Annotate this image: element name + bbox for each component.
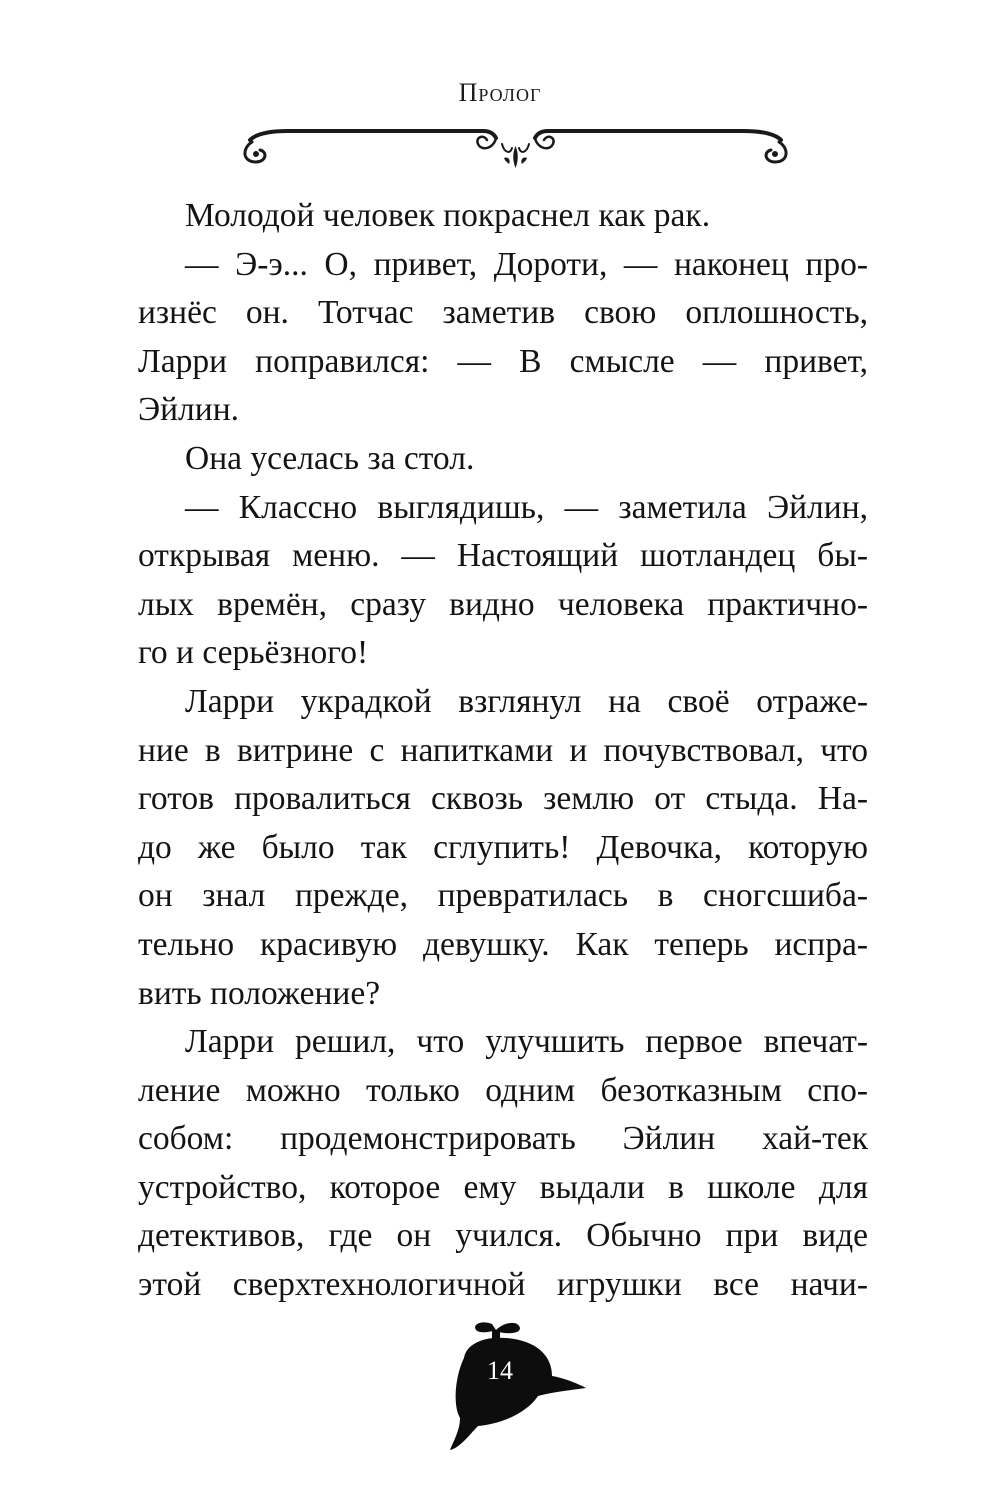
text-line: Ларри решил, что улучшить первое впечат- — [185, 1023, 868, 1061]
text-line: Она уселась за стол. — [185, 439, 475, 477]
text-line: готов провалиться сквозь землю от стыда. На- — [138, 780, 868, 818]
text-line: этой сверхтехнологичной игрушки все начи- — [138, 1266, 868, 1304]
chapter-title: Пролог — [458, 78, 542, 107]
text-line: ление можно только одним безотказным спо- — [138, 1071, 868, 1109]
text-line: до же было так сглупить! Девочка, которую — [138, 828, 868, 866]
text-line: устройство, которое ему выдали в школе для — [138, 1168, 868, 1206]
text-line: Ларри украдкой взглянул на своё отраже- — [185, 682, 868, 720]
text-line: вить положение? — [138, 974, 381, 1012]
page-number: 14 — [487, 1356, 513, 1385]
text-line: го и серьёзного! — [138, 634, 369, 672]
text-line: — Классно выглядишь, — заметила Эйлин, — [185, 488, 868, 526]
text-line: ние в витрине с напитками и почувствовал, что — [138, 731, 868, 769]
text-line: изнёс он. Тотчас заметив свою оплошность, — [138, 294, 868, 332]
flourish-divider-icon — [228, 122, 803, 174]
detective-hat-icon — [434, 1318, 594, 1468]
text-line: — Э-э... О, привет, Дороти, — наконец про- — [185, 245, 868, 283]
text-line: открывая меню. — Настоящий шотландец бы- — [138, 537, 868, 575]
text-line: он знал прежде, превратилась в сногсшиба- — [138, 877, 868, 915]
page-header — [0, 78, 1000, 108]
page-number-badge — [434, 1318, 594, 1468]
text-line: Ларри поправился: — В смысле — привет, — [138, 342, 868, 380]
body-text — [138, 192, 868, 1310]
text-line: лых времён, сразу видно человека практично- — [138, 585, 868, 623]
text-line: детективов, где он учился. Обычно при виде — [138, 1217, 868, 1255]
text-line: Эйлин. — [138, 391, 239, 429]
text-line: Молодой человек покраснел как рак. — [185, 197, 711, 234]
text-line: тельно красивую девушку. Как теперь испра- — [138, 925, 868, 963]
text-line: собом: продемонстрировать Эйлин хай-тек — [138, 1120, 868, 1158]
